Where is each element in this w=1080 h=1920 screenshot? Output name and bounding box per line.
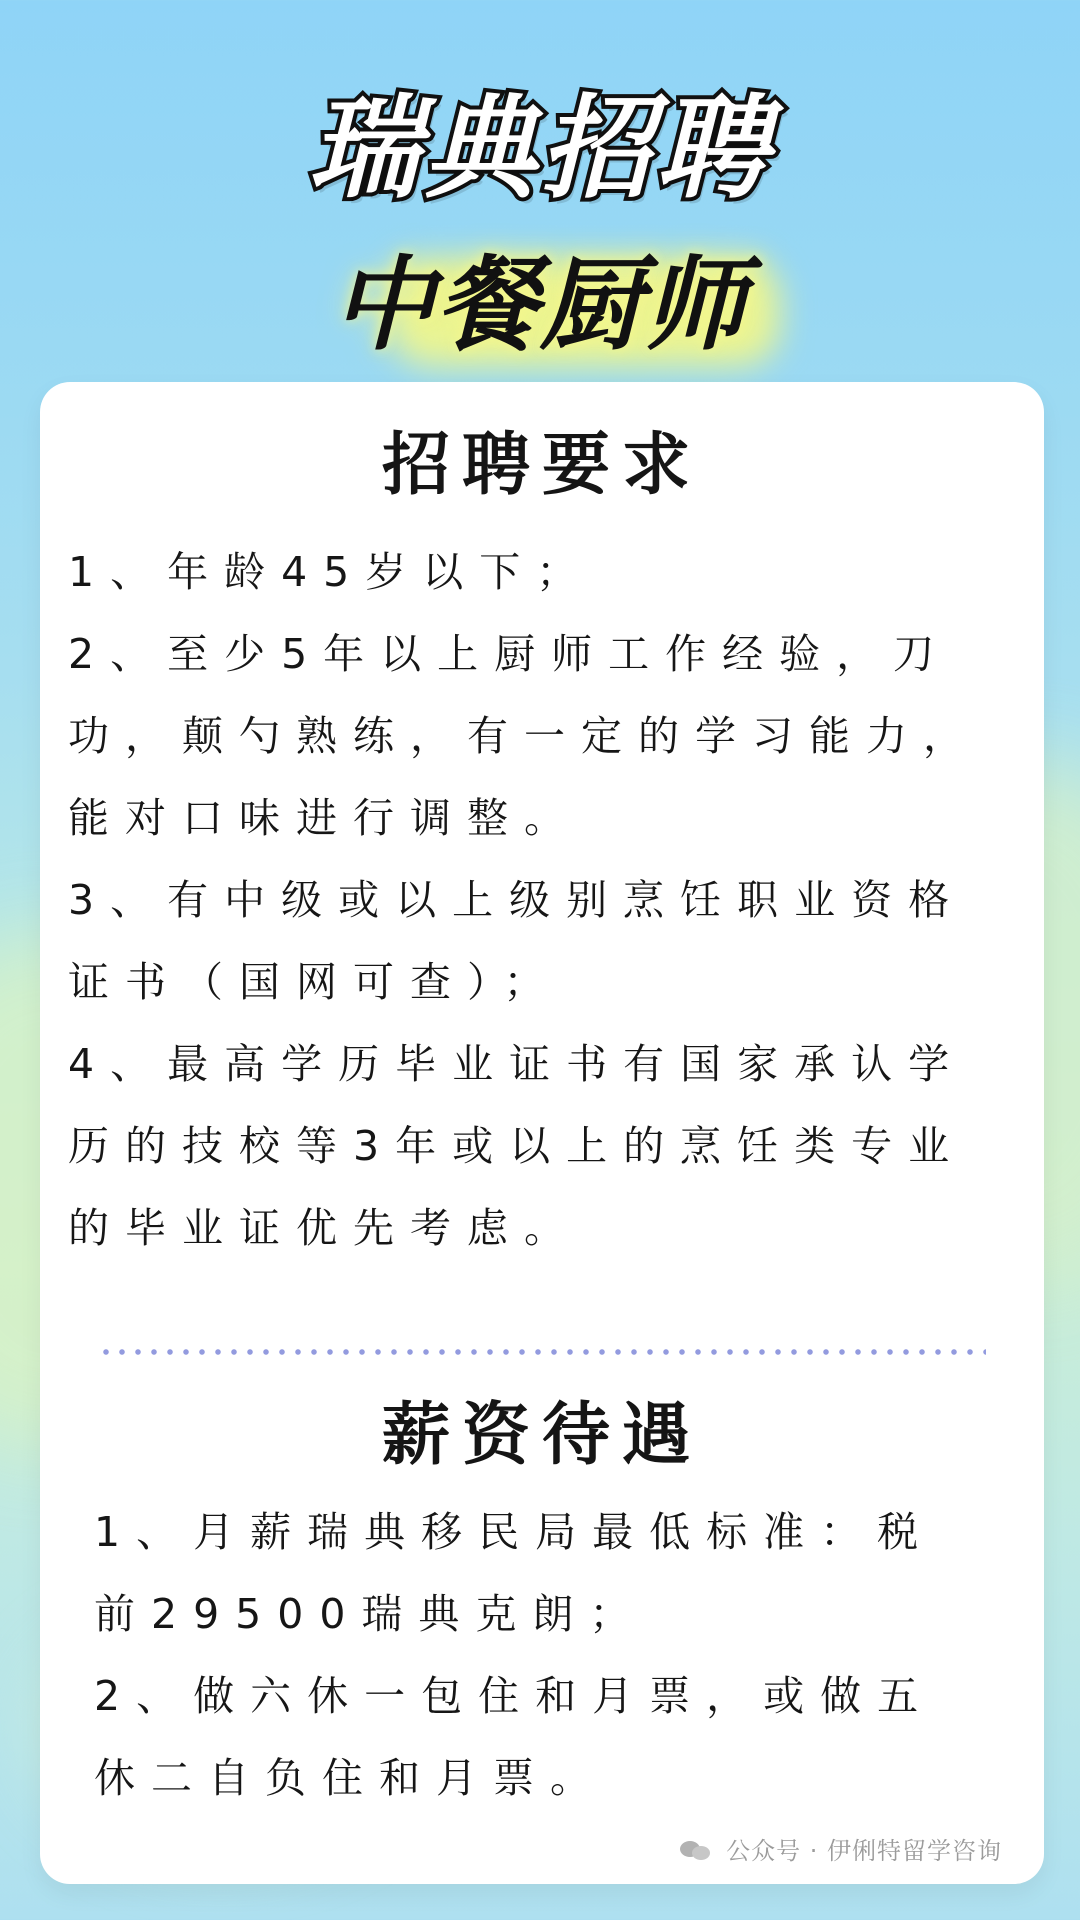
requirement-line-7: 4、最高学历毕业证书有国家承认学: [68, 1040, 966, 1088]
footer-attribution: [680, 1836, 1002, 1866]
salary-line-1: 1、月薪瑞典移民局最低标准：税: [94, 1508, 935, 1556]
salary-line-4: 休二自负住和月票。: [94, 1754, 607, 1802]
requirements-title: 招聘要求: [381, 426, 702, 505]
requirement-line-8: 历的技校等3年或以上的烹饪类专业: [68, 1122, 966, 1170]
section-divider: [98, 1348, 986, 1356]
footer-text: 公众号 · 伊俐特留学咨询: [726, 1837, 1002, 1865]
salary-line-3: 2、做六休一包住和月票，或做五: [94, 1672, 935, 1720]
poster-header: [0, 70, 1080, 370]
wechat-icon: [680, 1837, 714, 1865]
salary-title: 薪资待遇: [381, 1396, 702, 1475]
requirement-line-1: 1、年龄45岁以下；: [68, 548, 594, 596]
salary-line-2: 前29500瑞典克朗；: [94, 1590, 647, 1638]
subtitle: 中餐厨师: [332, 246, 748, 365]
main-title: 瑞典招聘: [308, 84, 772, 214]
requirement-line-3: 功，颠勺熟练，有一定的学习能力，: [68, 712, 980, 760]
requirement-line-6: 证书（国网可查）；: [68, 958, 561, 1006]
content-card: [40, 382, 1044, 1884]
requirement-line-4: 能对口味进行调整。: [68, 794, 581, 842]
requirement-line-9: 的毕业证优先考虑。: [68, 1204, 581, 1252]
requirement-line-2: 2、至少5年以上厨师工作经验，刀: [68, 630, 951, 678]
requirement-line-5: 3、有中级或以上级别烹饪职业资格: [68, 876, 966, 924]
